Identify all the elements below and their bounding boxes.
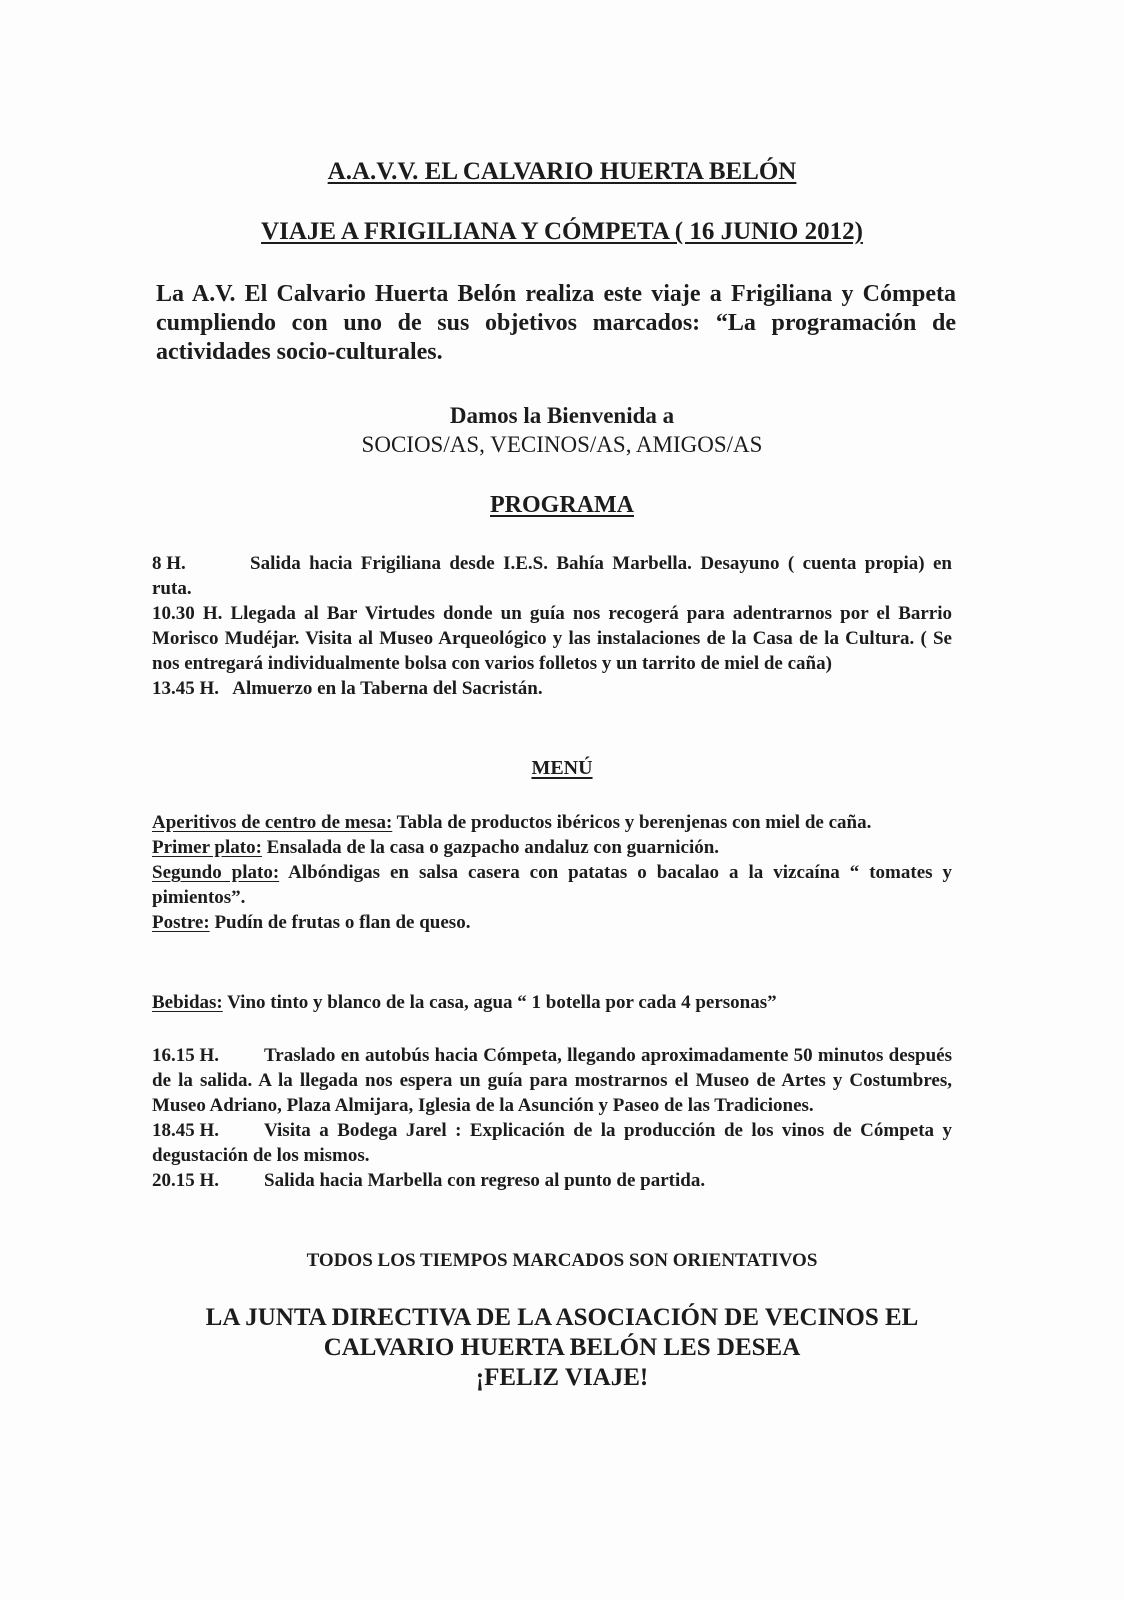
programa-item xyxy=(152,551,952,601)
programa-time: 16.15 H. xyxy=(152,1045,220,1066)
programa-text: Salida hacia Marbella con regreso al punto de partida. xyxy=(264,1170,706,1191)
menu-item xyxy=(152,860,952,910)
programa-time: 8 H. xyxy=(152,553,186,574)
menu-text: Tabla de productos ibéricos y berenjenas con miel de caña. xyxy=(392,812,872,833)
programa-item xyxy=(152,601,952,676)
menu-item xyxy=(152,910,952,935)
menu-list xyxy=(152,810,952,935)
tiempos-note: TODOS LOS TIEMPOS MARCADOS SON ORIENTATIVOS xyxy=(306,1250,818,1271)
menu-label: Primer plato: xyxy=(152,837,262,858)
programa-item xyxy=(152,1168,952,1193)
programa-text: Llegada al Bar Virtudes donde un guía nos recogerá para adentrarnos por el Barrio Morisco Mudéjar. Visita al Museo Arqueológico y las instalaciones de la Casa de la Cultura. ( Se nos entregará individualmente bolsa con varios folletos y un tarrito de miel de caña) xyxy=(152,603,953,674)
programa-text: Salida hacia Frigiliana desde I.E.S. Bahía Marbella. Desayuno ( cuenta propia) en ruta. xyxy=(152,553,952,599)
menu-label: Segundo plato: xyxy=(152,862,280,883)
menu-heading: MENÚ xyxy=(531,757,593,779)
menu-text: Albóndigas en salsa casera con patatas o bacalao a la vizcaína “ tomates y pimientos”. xyxy=(152,862,952,908)
welcome-line-2: SOCIOS/AS, VECINOS/AS, AMIGOS/AS xyxy=(361,432,763,457)
programa-afternoon-list xyxy=(152,1043,952,1193)
closing-line-3: ¡FELIZ VIAJE! xyxy=(475,1364,649,1391)
menu-item xyxy=(152,835,952,860)
intro-paragraph: La A.V. El Calvario Huerta Belón realiza este viaje a Frigiliana y Cómpeta cumpliendo con uno de sus objetivos marcados: “La programación de actividades socio-culturales. xyxy=(156,281,956,365)
menu-item xyxy=(152,810,952,835)
programa-time: 18.45 H. xyxy=(152,1120,220,1141)
programa-item xyxy=(152,1043,952,1118)
bebidas-item xyxy=(152,990,952,1015)
menu-label: Postre: xyxy=(152,912,210,933)
document-subtitle: VIAJE A FRIGILIANA Y CÓMPETA ( 16 JUNIO 2012) xyxy=(261,218,863,245)
menu-label: Aperitivos de centro de mesa: xyxy=(152,812,393,833)
programa-text: Traslado en autobús hacia Cómpeta, llegando aproximadamente 50 minutos después de la salida. A la llegada nos espera un guía para mostrarnos el Museo de Artes y Costumbres, Museo Adriano, Plaza Almijara, Iglesia de la Asunción y Paseo de las Tradiciones. xyxy=(152,1045,952,1116)
bebidas-line xyxy=(152,990,952,1015)
bebidas-label: Bebidas: xyxy=(152,992,223,1013)
programa-list xyxy=(152,551,952,701)
closing-line-1: LA JUNTA DIRECTIVA DE LA ASOCIACIÓN DE VECINOS EL xyxy=(205,1304,919,1331)
programa-item xyxy=(152,676,952,701)
document-title: A.A.V.V. EL CALVARIO HUERTA BELÓN xyxy=(327,158,797,185)
programa-time: 10.30 H. xyxy=(152,603,223,624)
programa-heading: PROGRAMA xyxy=(490,492,634,518)
menu-text: Ensalada de la casa o gazpacho andaluz con guarnición. xyxy=(261,837,720,858)
menu-text: Pudín de frutas o flan de queso. xyxy=(209,912,471,933)
programa-time: 13.45 H. xyxy=(152,678,220,699)
bebidas-text: Vino tinto y blanco de la casa, agua “ 1 botella por cada 4 personas” xyxy=(222,992,777,1013)
programa-text: Visita a Bodega Jarel : Explicación de la producción de los vinos de Cómpeta y degustación de los mismos. xyxy=(152,1120,952,1166)
programa-item xyxy=(152,1118,952,1168)
welcome-line-1: Damos la Bienvenida a xyxy=(449,403,675,428)
programa-time: 20.15 H. xyxy=(152,1170,220,1191)
closing-line-2: CALVARIO HUERTA BELÓN LES DESEA xyxy=(323,1334,801,1361)
programa-text: Almuerzo en la Taberna del Sacristán. xyxy=(232,678,543,699)
